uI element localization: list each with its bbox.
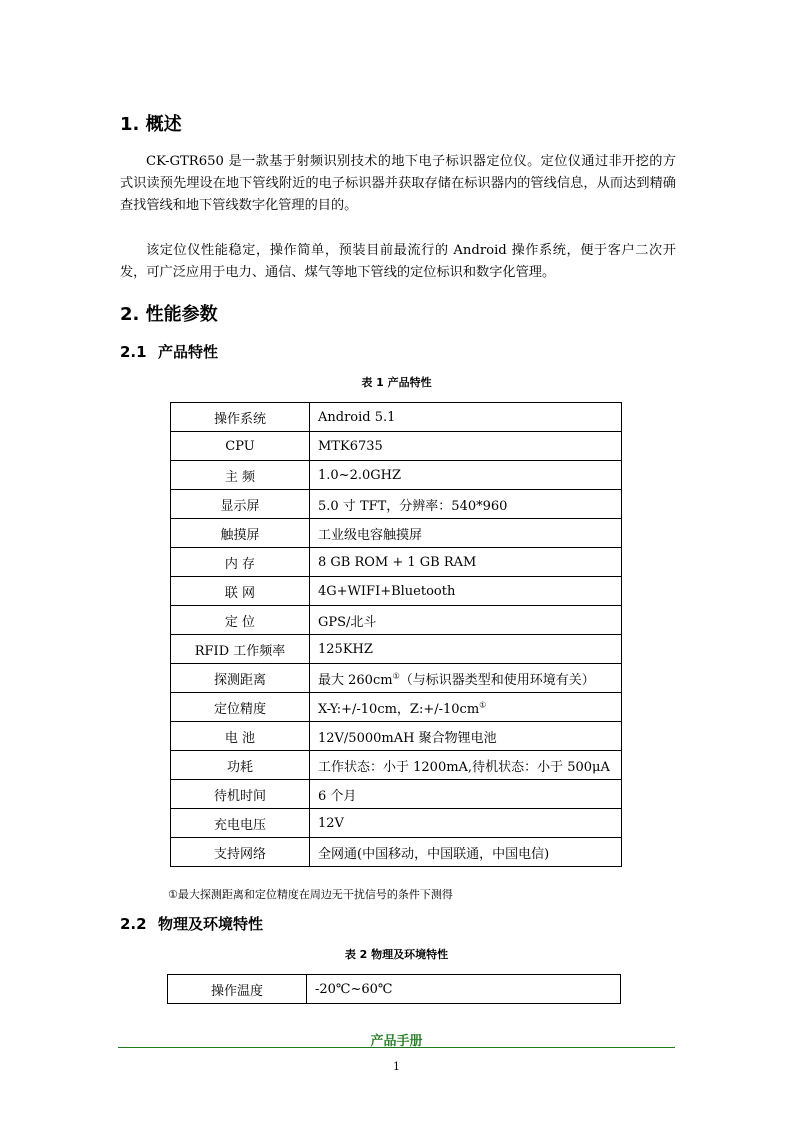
table-row bbox=[171, 809, 622, 838]
table-row bbox=[171, 490, 622, 519]
subsection-title: 物理及环境特性 bbox=[158, 915, 264, 933]
row-label: 操作温度 bbox=[168, 975, 307, 1004]
table-row bbox=[171, 635, 622, 664]
row-label: 待机时间 bbox=[171, 780, 310, 809]
row-value bbox=[310, 577, 622, 606]
row-label: 触摸屏 bbox=[171, 519, 310, 548]
table-2-caption: 表 2 物理及环境特性 bbox=[344, 948, 449, 961]
row-value bbox=[310, 809, 622, 838]
row-value-text: MTK6735 bbox=[318, 438, 383, 454]
product-spec-table bbox=[170, 402, 622, 867]
table-row bbox=[171, 403, 622, 432]
row-value bbox=[310, 664, 622, 693]
table-row bbox=[171, 577, 622, 606]
table-row bbox=[171, 838, 622, 867]
intro-paragraph-1: CK-GTR650 是一款基于射频识别技术的地下电子标识器定位仪。定位仪通过非开挖的方式识读预先埋设在地下管线附近的电子标识器并获取存储在标识器内的管线信息，从而达到精确查找管线和地下管线数字化管理的目的。 bbox=[120, 154, 676, 213]
row-value-text: 8 GB ROM + 1 GB RAM bbox=[318, 554, 477, 570]
row-value bbox=[310, 635, 622, 664]
subsection-number: 2.2 bbox=[120, 915, 147, 933]
row-value bbox=[310, 403, 622, 432]
footer-title: 产品手册 bbox=[370, 1034, 423, 1049]
row-value bbox=[307, 975, 621, 1004]
subsection-title: 产品特性 bbox=[158, 343, 219, 361]
row-label: 内 存 bbox=[171, 548, 310, 577]
row-label: 定位精度 bbox=[171, 693, 310, 722]
table-1-caption: 表 1 产品特性 bbox=[361, 376, 432, 389]
row-label: 探测距离 bbox=[171, 664, 310, 693]
row-value bbox=[310, 693, 622, 722]
table-row bbox=[171, 606, 622, 635]
row-label: 联 网 bbox=[171, 577, 310, 606]
row-value-text: Android 5.1 bbox=[318, 409, 396, 425]
row-value-text: 12V/5000mAH 聚合物锂电池 bbox=[318, 730, 497, 746]
row-value bbox=[310, 432, 622, 461]
row-value bbox=[310, 780, 622, 809]
subsection-2-1-heading bbox=[120, 341, 218, 362]
row-label: 定 位 bbox=[171, 606, 310, 635]
footer-divider bbox=[118, 1047, 675, 1048]
row-value-text: 全网通(中国移动，中国联通，中国电信) bbox=[318, 846, 550, 862]
subsection-2-2-heading bbox=[120, 913, 263, 934]
row-value bbox=[310, 490, 622, 519]
environment-spec-table bbox=[167, 974, 621, 1004]
table-row bbox=[171, 432, 622, 461]
row-value bbox=[310, 838, 622, 867]
row-value-text: GPS/北斗 bbox=[318, 614, 377, 630]
row-value bbox=[310, 519, 622, 548]
row-value-suffix: （与标识器类型和使用环境有关） bbox=[399, 672, 595, 688]
row-value-text: 12V bbox=[318, 815, 344, 831]
table-row bbox=[171, 461, 622, 490]
table-footnote: ①最大探测距离和定位精度在周边无干扰信号的条件下测得 bbox=[168, 888, 453, 901]
table-row bbox=[171, 722, 622, 751]
table-row bbox=[171, 693, 622, 722]
row-value bbox=[310, 751, 622, 780]
row-value-text: 工业级电容触摸屏 bbox=[318, 527, 423, 543]
row-label: CPU bbox=[171, 432, 310, 461]
row-label: 操作系统 bbox=[171, 403, 310, 432]
table-row bbox=[168, 975, 621, 1004]
row-value-text: 工作状态：小于 1200mA,待机状态：小于 500μA bbox=[318, 759, 610, 775]
table-row bbox=[171, 751, 622, 780]
row-value bbox=[310, 461, 622, 490]
row-value-text: 125KHZ bbox=[318, 641, 373, 657]
row-value-text: 6 个月 bbox=[318, 788, 357, 804]
row-value bbox=[310, 606, 622, 635]
table-row bbox=[171, 548, 622, 577]
row-label: 电 池 bbox=[171, 722, 310, 751]
footnote-marker: ① bbox=[392, 671, 400, 681]
row-label: 充电电压 bbox=[171, 809, 310, 838]
row-label: 显示屏 bbox=[171, 490, 310, 519]
row-label: 支持网络 bbox=[171, 838, 310, 867]
table-row bbox=[171, 780, 622, 809]
row-value-text: 1.0~2.0GHZ bbox=[318, 467, 401, 483]
row-label: 主 频 bbox=[171, 461, 310, 490]
section-2-title: 2. 性能参数 bbox=[120, 304, 218, 325]
table-row bbox=[171, 519, 622, 548]
row-label: RFID 工作频率 bbox=[171, 635, 310, 664]
intro-paragraph-2: 该定位仪性能稳定，操作简单，预装目前最流行的 Android 操作系统，便于客户二次开发，可广泛应用于电力、通信、煤气等地下管线的定位标识和数字化管理。 bbox=[120, 243, 676, 280]
row-label: 功耗 bbox=[171, 751, 310, 780]
table-row bbox=[171, 664, 622, 693]
footnote-marker: ① bbox=[479, 700, 487, 710]
row-value bbox=[310, 548, 622, 577]
subsection-number: 2.1 bbox=[120, 343, 147, 361]
row-value-text: 最大 260cm bbox=[318, 672, 393, 688]
row-value-text: -20℃~60℃ bbox=[315, 981, 393, 997]
row-value-text: X-Y:+/-10cm，Z:+/-10cm bbox=[318, 701, 480, 717]
row-value bbox=[310, 722, 622, 751]
page-number: 1 bbox=[393, 1060, 400, 1073]
row-value-text: 4G+WIFI+Bluetooth bbox=[318, 583, 456, 599]
row-value-text: 5.0 寸 TFT，分辨率：540*960 bbox=[318, 498, 508, 514]
section-1-title: 1. 概述 bbox=[120, 114, 182, 135]
